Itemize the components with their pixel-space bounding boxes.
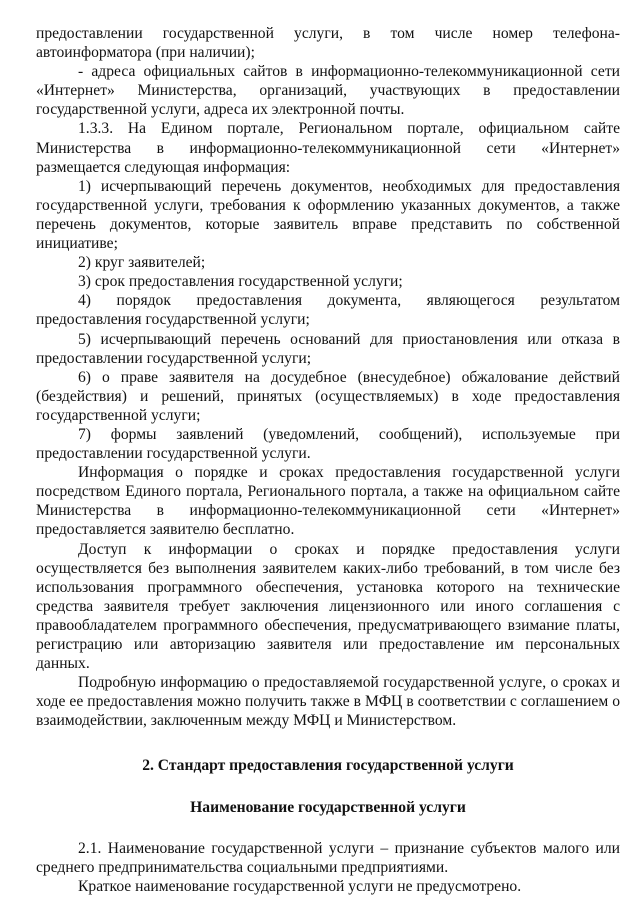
paragraph: Информация о порядке и сроках предоставления государственной услуги посредством Единого портала, Регионального портала, а также на официальном сайте Министерства в информационно-телекоммуникационной сети «Интернет» предоставляется заявителю бесплатно. xyxy=(36,464,620,539)
list-item: 7) формы заявлений (уведомлений, сообщений), используемые при предоставлении государственной услуги. xyxy=(36,425,620,463)
paragraph: предоставлении государственной услуги, в том числе номер телефона-автоинформатора (при наличии); xyxy=(36,25,620,62)
document-page xyxy=(36,24,620,896)
list-item: 4) порядок предоставления документа, являющегося результатом предоставления государственной услуги; xyxy=(36,292,620,329)
paragraph: 1.3.3. На Едином портале, Региональном портале, официальном сайте Министерства в информационно-телекоммуникационной сети «Интернет» размещается следующая информация: xyxy=(36,120,620,176)
list-item: 6) о праве заявителя на досудебное (внесудебное) обжалование действий (бездействия) и решений, принятых (осуществляемых) в ходе предоставления государственной услуги; xyxy=(36,368,620,424)
list-item: 5) исчерпывающий перечень оснований для приостановления или отказа в предоставлении государственной услуги; xyxy=(36,330,620,367)
list-item: 1) исчерпывающий перечень документов, необходимых для предоставления государственной услуги, требования к оформлению указанных документов, а также перечень документов, которые заявитель вправе представить по собственной инициативе; xyxy=(36,177,620,253)
section-heading: 2. Стандарт предоставления государственной услуги xyxy=(142,757,514,775)
list-item: 2) круг заявителей; xyxy=(78,254,206,272)
paragraph: Подробную информацию о предоставляемой государственной услуге, о сроках и ходе ее предоставления можно получить также в МФЦ в соответствии с соглашением о взаимодействии, заключенным между МФЦ и Министерством. xyxy=(36,674,620,730)
subsection-heading: Наименование государственной услуги xyxy=(190,798,466,816)
paragraph: Доступ к информации о сроках и порядке предоставления услуги осуществляется без выполнения заявителем каких-либо требований, в том числе без использования программного обеспечения, установка которого на технические средства заявителя требует заключения лицензионного или иного соглашения с правообладателем программного обеспечения, предусматривающего взимание платы, регистрацию или авторизацию заявителя или предоставление им персональных данных. xyxy=(36,540,620,673)
paragraph: 2.1. Наименование государственной услуги – признание субъектов малого или среднего предпринимательства социальными предприятиями. xyxy=(36,839,620,876)
paragraph: - адреса официальных сайтов в информационно-телекоммуникационной сети «Интернет» Министерства, организаций, участвующих в предоставлении государственной услуги, адреса их электронной почты. xyxy=(36,63,620,119)
list-item: 3) срок предоставления государственной услуги; xyxy=(78,273,403,291)
paragraph: Краткое наименование государственной услуги не предусмотрено. xyxy=(78,877,522,895)
